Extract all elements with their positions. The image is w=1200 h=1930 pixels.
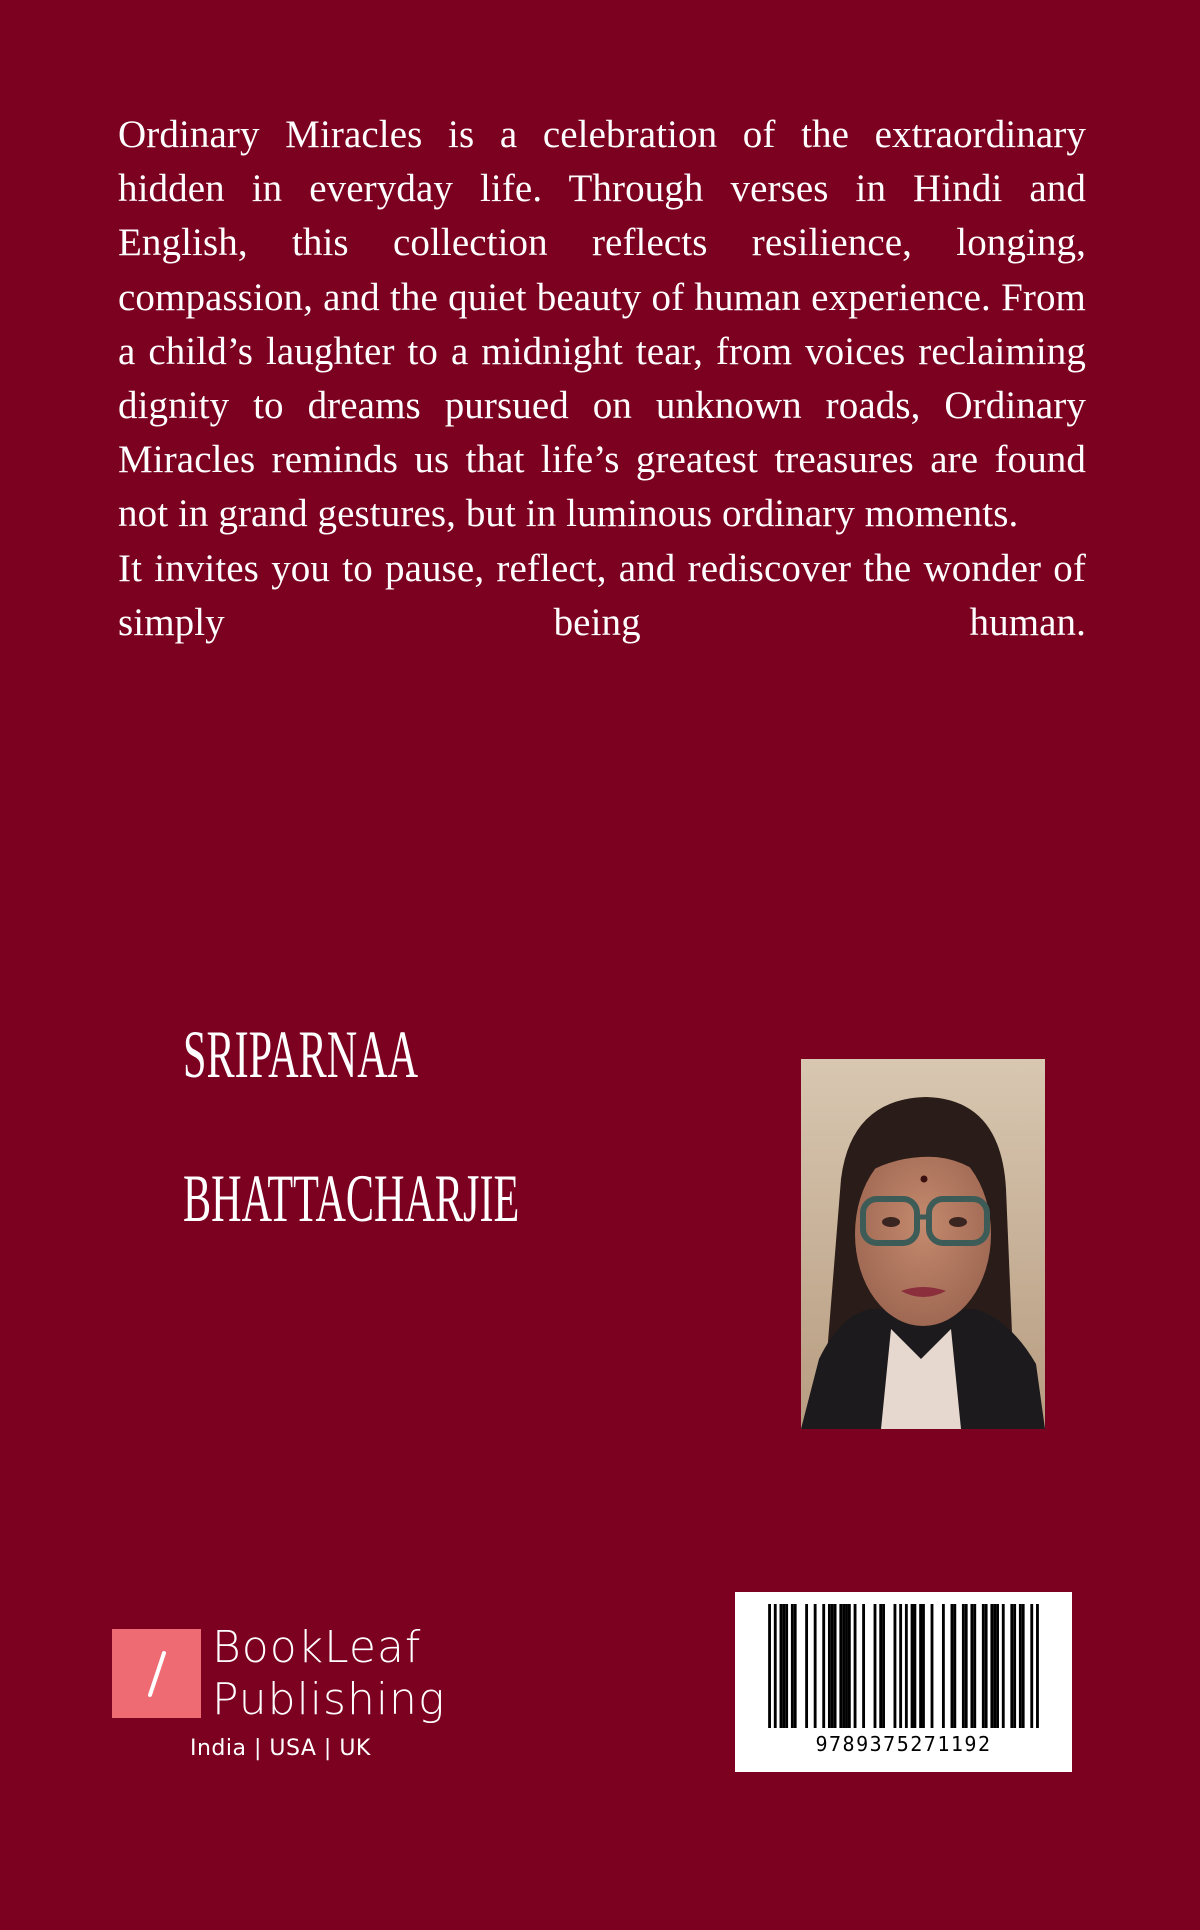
barcode-bar <box>905 1604 908 1728</box>
publisher-name-line-2: Publishing <box>212 1674 446 1725</box>
barcode-bar <box>782 1604 785 1728</box>
barcode-bar <box>768 1604 771 1728</box>
barcode-bar <box>822 1604 825 1728</box>
barcode-bar <box>1010 1604 1013 1728</box>
barcode-bar <box>831 1604 834 1728</box>
barcode-bar <box>780 1604 783 1728</box>
barcode-bar <box>845 1604 848 1728</box>
barcode-bar <box>985 1604 988 1728</box>
barcode-bar <box>911 1604 914 1728</box>
back-cover-blurb <box>118 108 1086 650</box>
barcode-bar <box>951 1604 954 1728</box>
blurb-paragraph-2: It invites you to pause, reflect, and rediscover the wonder of simply being human. <box>118 546 1086 644</box>
barcode-bar <box>962 1604 965 1728</box>
barcode-bar <box>990 1604 993 1728</box>
barcode-bar <box>862 1604 865 1728</box>
barcode-bar <box>1002 1604 1005 1728</box>
barcode-bar <box>973 1604 976 1728</box>
barcode-bar <box>785 1604 788 1728</box>
publisher-name <box>212 1622 445 1726</box>
barcode-bar <box>828 1604 831 1728</box>
barcode-bar <box>894 1604 897 1728</box>
barcode-bar <box>1013 1604 1016 1728</box>
barcode-bar <box>996 1604 999 1728</box>
barcode-bar <box>1030 1604 1033 1728</box>
barcode-bar <box>965 1604 968 1728</box>
barcode-bar <box>834 1604 837 1728</box>
author-first-name: SRIPARNAA <box>183 1016 419 1092</box>
isbn-number: 9789375271192 <box>815 1732 992 1756</box>
barcode-bar <box>805 1604 808 1728</box>
barcode-bar <box>1036 1604 1039 1728</box>
barcode-bar <box>839 1604 842 1728</box>
barcode-bar <box>848 1604 851 1728</box>
author-last-name: BHATTACHARJIE <box>183 1160 520 1236</box>
barcode-bar <box>942 1604 945 1728</box>
barcode-bar <box>982 1604 985 1728</box>
author-photo <box>801 1059 1045 1429</box>
barcode-bar <box>794 1604 797 1728</box>
barcode-bar <box>922 1604 925 1728</box>
publisher-regions: India | USA | UK <box>190 1736 371 1761</box>
barcode-bar <box>1019 1604 1022 1728</box>
barcode-bar <box>931 1604 934 1728</box>
barcode-bar <box>774 1604 777 1728</box>
barcode-bar <box>879 1604 882 1728</box>
publisher-name-line-1: BookLeaf <box>212 1622 422 1673</box>
barcode-bar <box>899 1604 902 1728</box>
barcode-bar <box>814 1604 817 1728</box>
author-name <box>183 1016 520 1308</box>
barcode-bar <box>791 1604 794 1728</box>
barcode-bar <box>842 1604 845 1728</box>
blurb-paragraph-1: Ordinary Miracles is a celebration of the extraordinary hidden in everyday life. Through verses in Hindi and English, this collection reflects resilience, longing, compassion, and the quiet beauty of human experience. From a child’s laughter to a midnight tear, from voices reclaiming dignity to dreams pursued on unknown roads, Ordinary Miracles reminds us that life’s greatest treasures are found not in grand gestures, but in luminous ordinary moments. <box>118 113 1086 536</box>
barcode-bar <box>882 1604 885 1728</box>
barcode-bar <box>913 1604 916 1728</box>
barcode-bar <box>970 1604 973 1728</box>
isbn-barcode <box>735 1592 1072 1772</box>
barcode-bar <box>993 1604 996 1728</box>
barcode-bar <box>919 1604 922 1728</box>
barcode-bar <box>1022 1604 1025 1728</box>
barcode-bar <box>953 1604 956 1728</box>
barcode-bar <box>874 1604 877 1728</box>
barcode-bar <box>854 1604 857 1728</box>
publisher-logo-icon <box>112 1629 201 1718</box>
